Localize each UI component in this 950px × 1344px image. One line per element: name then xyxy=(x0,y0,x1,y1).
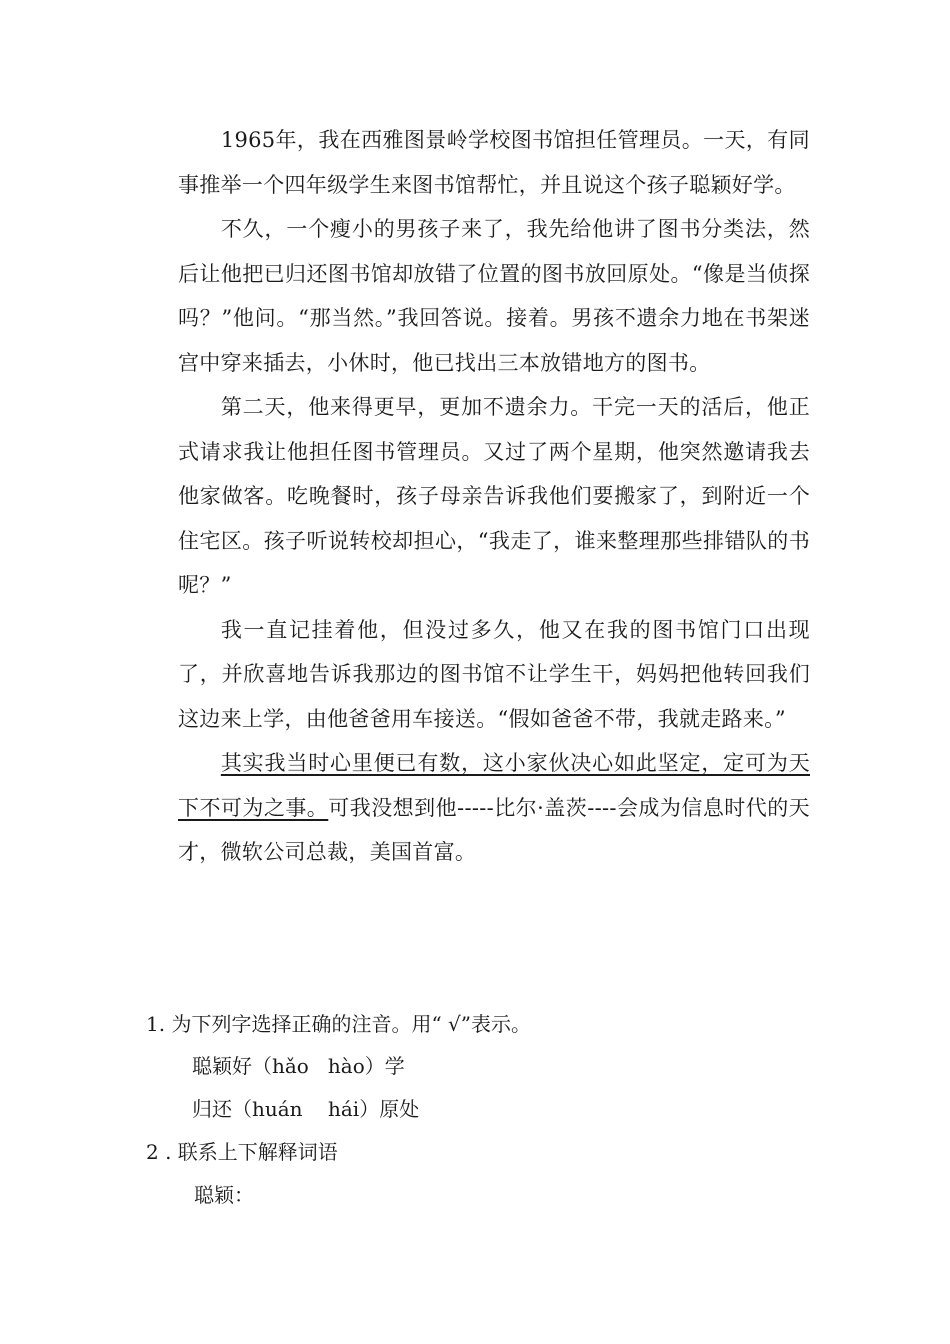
paragraph-5 xyxy=(178,741,810,875)
paragraph-1: 1965年，我在西雅图景岭学校图书馆担任管理员。一天，有同事推举一个四年级学生来图书馆帮忙，并且说这个孩子聪颖好学。 xyxy=(178,128,810,197)
underlined-sentence: 其实我当时心里便已有数，这小家伙决心如此坚定，定可为天下不可为之事。 xyxy=(178,751,810,820)
question-1-item-2: 归还（huán hái）原处 xyxy=(192,1097,420,1121)
reading-passage xyxy=(178,118,810,875)
question-2-item-1: 聪颖： xyxy=(194,1183,254,1207)
paragraph-5-rest: 可我没想到他-----比尔·盖茨----会成为信息时代的天才，微软公司总裁，美国首富。 xyxy=(178,795,810,864)
question-1-item-1: 聪颖好（hǎo hào）学 xyxy=(192,1054,405,1078)
paragraph-3: 第二天，他来得更早，更加不遗余力。干完一天的活后，他正式请求我让他担任图书管理员。又过了两个星期，他突然邀请我去他家做客。吃晚餐时，孩子母亲告诉我他们要搬家了，到附近一个住宅区。孩子听说转校却担心，“我走了，谁来整理那些排错队的书呢？” xyxy=(178,395,810,597)
paragraph-2: 不久，一个瘦小的男孩子来了，我先给他讲了图书分类法，然后让他把已归还图书馆却放错了位置的图书放回原处。“像是当侦探吗？”他问。“那当然。”我回答说。接着。男孩不遗余力地在书架迷宫中穿来插去，小休时，他已找出三本放错地方的图书。 xyxy=(178,217,810,375)
question-2-title: 2 . 联系上下解释词语 xyxy=(146,1140,338,1164)
paragraph-4: 我一直记挂着他，但没过多久，他又在我的图书馆门口出现了，并欣喜地告诉我那边的图书馆不让学生干，妈妈把他转回我们这边来上学，由他爸爸用车接送。“假如爸爸不带，我就走路来。” xyxy=(178,617,810,731)
question-1-title: 1. 为下列字选择正确的注音。用“ √”表示。 xyxy=(146,1012,531,1036)
